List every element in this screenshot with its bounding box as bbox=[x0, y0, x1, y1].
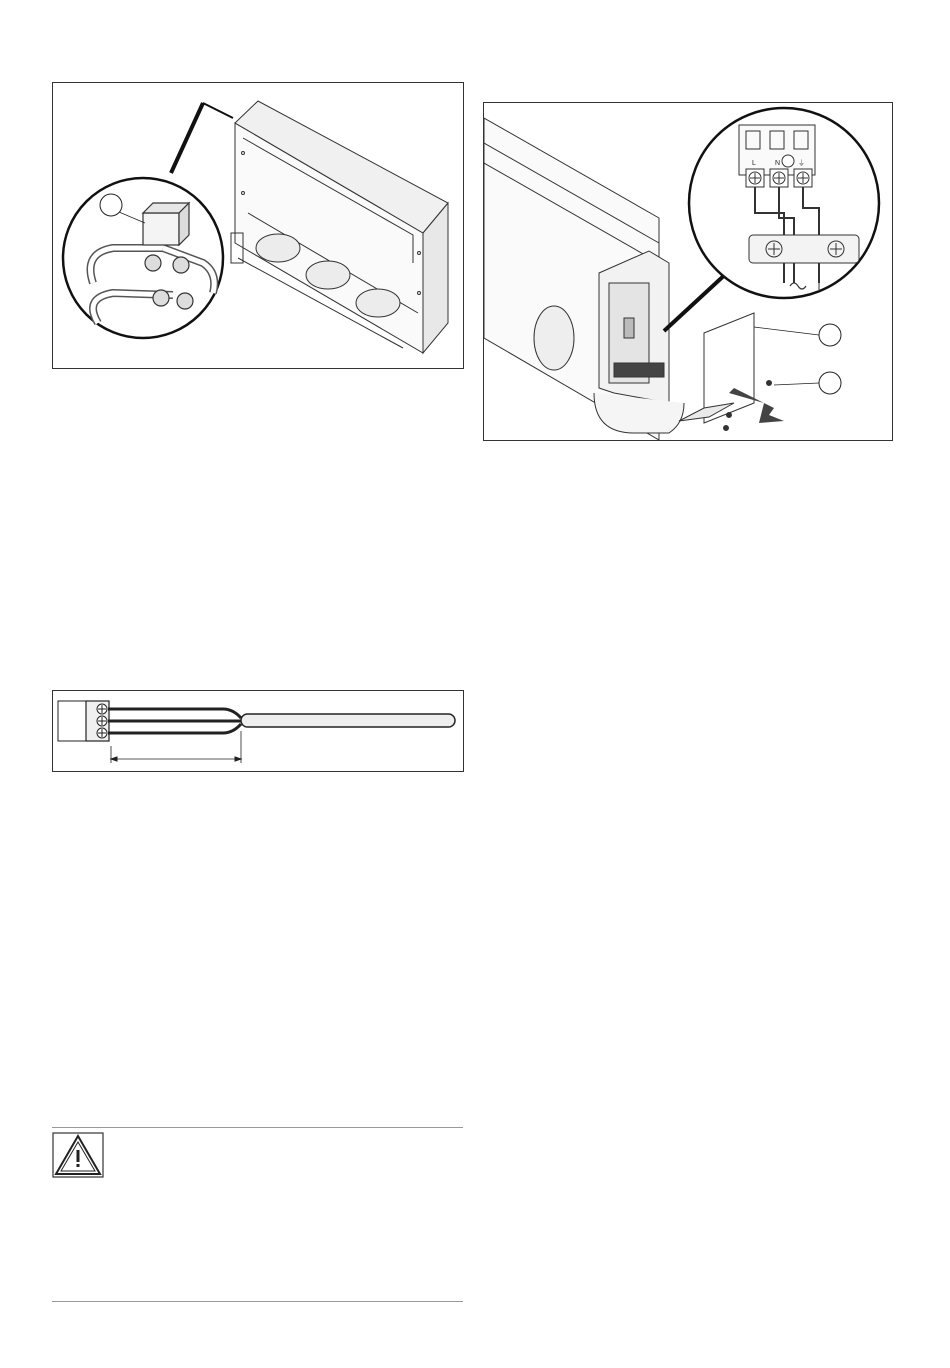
figure-cable-preparation bbox=[52, 690, 464, 772]
callout-marker-1 bbox=[819, 324, 841, 346]
figure-valve-actuator bbox=[52, 82, 464, 369]
cable-sheath bbox=[241, 714, 455, 727]
callout-marker-1 bbox=[100, 194, 122, 216]
warning-top-rule bbox=[52, 1127, 463, 1128]
terminal-label-l: L bbox=[752, 160, 756, 167]
valve-actuator-illustration bbox=[53, 83, 463, 368]
figure-electrical-connection bbox=[483, 102, 893, 441]
warning-bottom-rule bbox=[52, 1301, 463, 1302]
terminal-label-n: N bbox=[775, 160, 781, 167]
terminal-label-earth: ⏚ bbox=[798, 160, 805, 167]
warning-block bbox=[52, 1132, 463, 1302]
electrical-connection-illustration bbox=[484, 103, 892, 440]
warning-triangle-icon bbox=[52, 1132, 104, 1178]
callout-marker-2 bbox=[819, 372, 841, 394]
valve-actuator-box bbox=[143, 213, 179, 245]
cable-preparation-illustration bbox=[53, 691, 463, 771]
